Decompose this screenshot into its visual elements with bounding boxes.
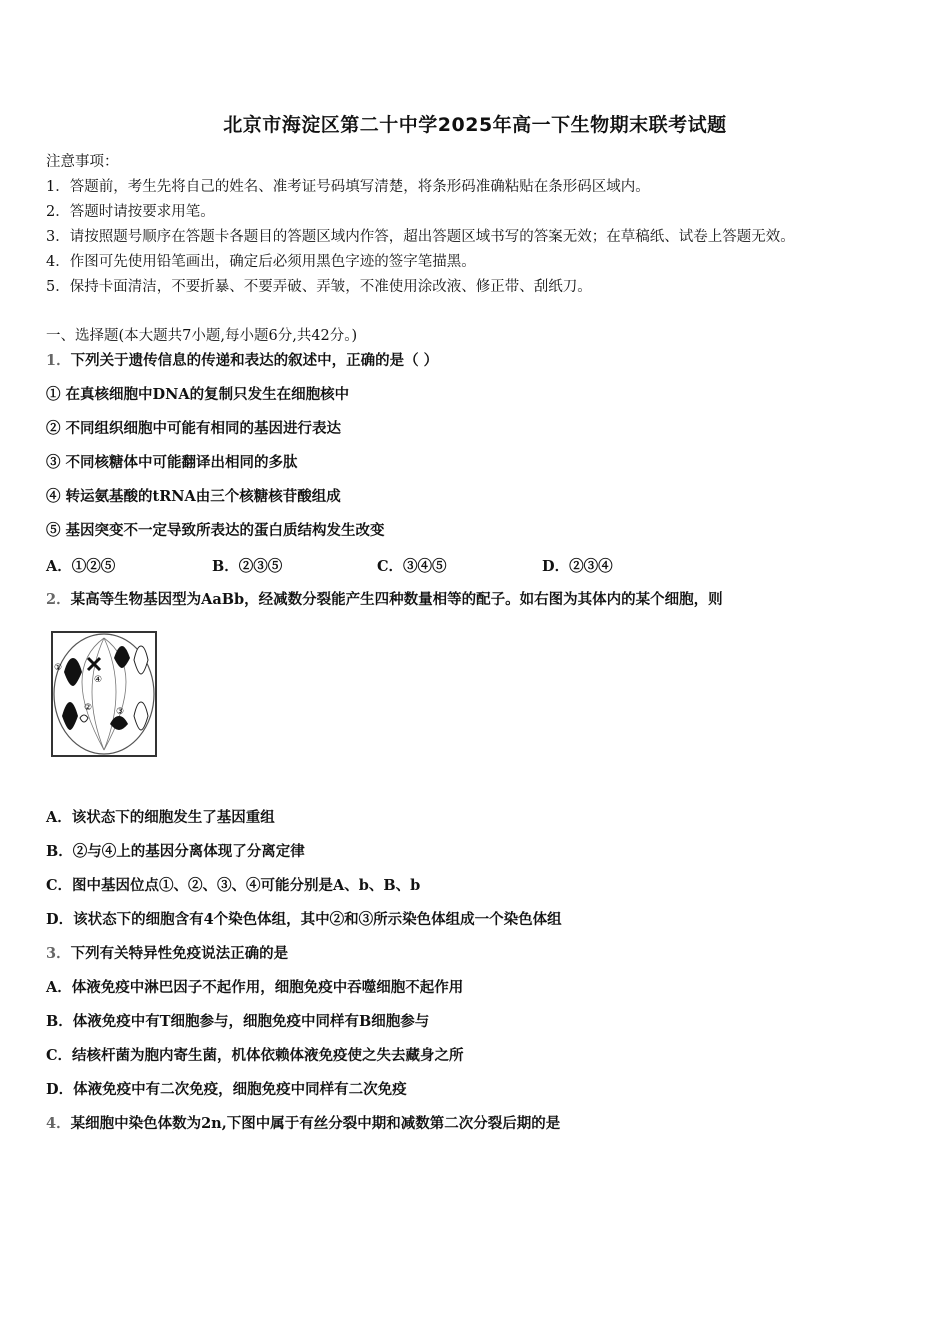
q1-option-d[interactable]: D．②③④ [542, 558, 613, 575]
question-stem: 下列有关特异性免疫说法正确的是 [70, 945, 289, 962]
notice-item-1: 1．答题前，考生先将自己的姓名、准考证号码填写清楚，将条形码准确粘贴在条形码区域内。 [46, 179, 650, 195]
q1-statement-5: ⑤ 基因突变不一定导致所表达的蛋白质结构发生改变 [46, 522, 385, 539]
q1-options [46, 555, 746, 577]
q2-option-c[interactable]: C．图中基因位点①、②、③、④可能分别是A、b、B、b [46, 877, 421, 894]
q2-option-a[interactable]: A．该状态下的细胞发生了基因重组 [46, 809, 275, 826]
question-number: 1． [46, 352, 71, 369]
label-3: ③ [116, 707, 125, 717]
label-2: ② [84, 703, 93, 713]
q3-option-a[interactable]: A．体液免疫中淋巴因子不起作用，细胞免疫中吞噬细胞不起作用 [46, 979, 464, 996]
section-heading: 一、选择题(本大题共7小题,每小题6分,共42分。) [46, 328, 358, 344]
q2-option-b[interactable]: B．②与④上的基因分离体现了分离定律 [46, 843, 305, 860]
notice-item-3: 3．请按照题号顺序在答题卡各题目的答题区域内作答，超出答题区域书写的答案无效；在草稿纸、试卷上答题无效。 [46, 229, 795, 245]
question-2 [46, 590, 723, 610]
question-3 [46, 944, 288, 964]
q3-option-b[interactable]: B．体液免疫中有T细胞参与，细胞免疫中同样有B细胞参与 [46, 1013, 430, 1030]
question-stem: 某高等生物基因型为AaBb，经减数分裂能产生四种数量相等的配子。如右图为其体内的某个细胞，则 [70, 591, 723, 608]
question-stem: 某细胞中染色体数为2n,下图中属于有丝分裂中期和减数第二次分裂后期的是 [70, 1115, 561, 1132]
q1-statement-1: ① 在真核细胞中DNA的复制只发生在细胞核中 [46, 386, 350, 403]
question-number: 4． [46, 1115, 71, 1132]
question-4 [46, 1114, 560, 1134]
notice-item-4: 4．作图可先使用铅笔画出，确定后必须用黑色字迹的签字笔描黑。 [46, 254, 476, 270]
notice-item-5: 5．保持卡面清洁，不要折暴、不要弄破、弄皱，不准使用涂改液、修正带、刮纸刀。 [46, 279, 592, 295]
q1-statement-4: ④ 转运氨基酸的tRNA由三个核糖核苷酸组成 [46, 488, 341, 505]
label-1: ① [54, 663, 63, 673]
page-title: 北京市海淀区第二十中学2025年高一下生物期末联考试题 [223, 114, 727, 136]
q1-option-a[interactable]: A．①②⑤ [46, 558, 116, 575]
cell-division-figure [50, 630, 158, 758]
question-stem: 下列关于遗传信息的传递和表达的叙述中，正确的是（ ） [70, 352, 439, 369]
q3-option-d[interactable]: D．体液免疫中有二次免疫，细胞免疫中同样有二次免疫 [46, 1081, 407, 1098]
question-number: 3． [46, 945, 71, 962]
q1-option-b[interactable]: B．②③⑤ [212, 558, 283, 575]
q1-statement-3: ③ 不同核糖体中可能翻译出相同的多肽 [46, 454, 298, 471]
notice-heading: 注意事项： [46, 154, 119, 170]
q3-option-c[interactable]: C．结核杆菌为胞内寄生菌，机体依赖体液免疫使之失去藏身之所 [46, 1047, 464, 1064]
notice-item-2: 2．答题时请按要求用笔。 [46, 204, 215, 220]
question-number: 2． [46, 591, 71, 608]
q1-option-c[interactable]: C．③④⑤ [377, 558, 447, 575]
q2-option-d[interactable]: D．该状态下的细胞含有4个染色体组，其中②和③所示染色体组成一个染色体组 [46, 911, 562, 928]
q1-statement-2: ② 不同组织细胞中可能有相同的基因进行表达 [46, 420, 342, 437]
question-1 [46, 351, 438, 371]
label-4: ④ [94, 675, 103, 685]
